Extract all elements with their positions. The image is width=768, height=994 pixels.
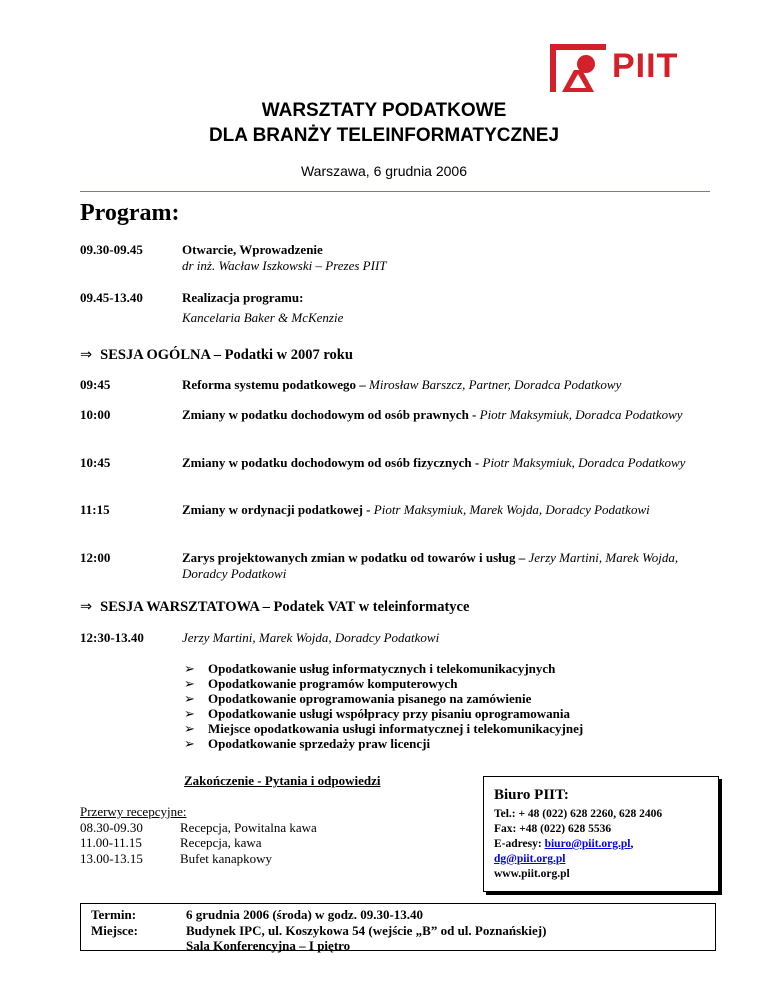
email-link-biuro[interactable]: biuro@piit.org.pl	[544, 838, 631, 850]
bullet-arrow-icon: ➢	[184, 721, 195, 736]
arrow-icon: ⇒	[80, 599, 93, 615]
workshop-topics	[184, 661, 583, 751]
row-title: Reforma systemu podatkowego –	[182, 377, 366, 392]
bullet-arrow-icon: ➢	[184, 661, 195, 676]
list-item: 13.00-13.15 Bufet kanapkowy	[80, 850, 273, 866]
row-time: 12:00	[80, 550, 111, 565]
row-time: 09.45-13.40	[80, 290, 143, 305]
list-item: ➢ Opodatkowanie sprzedaży praw licencji	[184, 736, 431, 751]
breaks-section	[80, 804, 317, 866]
row-title: Zarys projektowanych zmian w podatku od towarów i usług –	[182, 550, 526, 565]
logo-text: PIIT	[612, 47, 679, 85]
program-heading: Program:	[80, 200, 180, 226]
office-fax: Fax: +48 (022) 628 5536	[494, 823, 612, 835]
arrow-icon: ⇒	[80, 347, 93, 363]
list-item: ➢ Opodatkowanie programów komputerowych	[184, 676, 458, 691]
event-details-box	[80, 903, 716, 951]
session1-title: SESJA OGÓLNA – Podatki w 2007 roku	[100, 347, 353, 363]
row-speakers: Jerzy Martini, Marek Wojda, Doradcy Podatkowi	[182, 550, 679, 581]
session1-heading	[80, 347, 353, 364]
list-item: ➢ Opodatkowanie usługi współpracy przy pisaniu oprogramowania	[184, 706, 571, 721]
row-speakers: Piotr Maksymiuk, Marek Wojda, Doradcy Podatkowi	[373, 502, 650, 517]
list-item: ➢ Miejsce opodatkowania usługi informatycznej i telekomunikacyjnej	[184, 721, 584, 736]
place-line2: Sala Konferencyjna – I piętro	[186, 938, 351, 953]
place-line1: Budynek IPC, ul. Koszykowa 54 (wejście „B” od ul. Poznańskiej)	[186, 923, 547, 938]
list-item: 08.30-09.30 Recepcja, Powitalna kawa	[80, 819, 317, 835]
breaks-label: Przerwy recepcyjne:	[80, 804, 187, 819]
session2-heading	[80, 599, 469, 616]
row-time: 12:30-13.40	[80, 630, 144, 645]
row-speakers: Piotr Maksymiuk, Doradca Podatkowy	[479, 407, 683, 422]
list-item: ➢ Opodatkowanie usług informatycznych i telekomunikacyjnych	[184, 661, 556, 676]
row-speakers: Mirosław Barszcz, Partner, Doradca Podatkowy	[369, 377, 622, 392]
row-time: 11:15	[80, 502, 110, 517]
bullet-arrow-icon: ➢	[184, 676, 195, 691]
email-link-dg[interactable]: dg@piit.org.pl	[494, 853, 566, 865]
list-item: ➢ Opodatkowanie oprogramowania pisanego na zamówienie	[184, 691, 532, 706]
header-rule	[80, 191, 710, 192]
row-title: Zmiany w ordynacji podatkowej -	[182, 502, 371, 517]
office-www[interactable]: www.piit.org.pl	[494, 868, 570, 880]
row-time: 10:45	[80, 455, 111, 470]
office-tel: Tel.: + 48 (022) 628 2260, 628 2406	[494, 808, 663, 820]
term-label: Termin:	[91, 907, 137, 922]
bullet-arrow-icon: ➢	[184, 691, 195, 706]
piit-logo-icon	[548, 40, 608, 94]
office-box: Biuro PIIT: Tel.: + 48 (022) 628 2260, 628 2406 Fax: +48 (022) 628 5536 E-adresy: biuro@piit.org.pl, dg@piit.org.pl www.piit.org.pl	[483, 776, 719, 892]
row-detail: Kancelaria Baker & McKenzie	[182, 310, 344, 325]
title-line1: WARSZTATY PODATKOWE	[261, 100, 507, 121]
row-time: 09.30-09.45	[80, 242, 143, 257]
row-speakers: Jerzy Martini, Marek Wojda, Doradcy Podatkowi	[182, 630, 440, 645]
office-heading: Biuro PIIT:	[494, 787, 569, 803]
session2-title: SESJA WARSZTATOWA – Podatek VAT w teleinformatyce	[100, 599, 470, 615]
row-title: Realizacja programu:	[182, 290, 304, 305]
bullet-arrow-icon: ➢	[184, 736, 195, 751]
bullet-arrow-icon: ➢	[184, 706, 195, 721]
row-detail: dr inż. Wacław Iszkowski – Prezes PIIT	[182, 258, 387, 273]
term-value: 6 grudnia 2006 (środa) w godz. 09.30-13.40	[186, 907, 424, 922]
row-title: Otwarcie, Wprowadzenie	[182, 242, 323, 257]
closing-note: Zakończenie - Pytania i odpowiedzi	[184, 773, 381, 788]
row-time: 09:45	[80, 377, 111, 392]
row-title: Zmiany w podatku dochodowym od osób prawnych -	[182, 407, 477, 422]
title-line2: DLA BRANŻY TELEINFORMATYCZNEJ	[208, 125, 560, 146]
email-label: E-adresy:	[494, 838, 542, 850]
row-time: 10:00	[80, 407, 111, 422]
list-item: 11.00-11.15 Recepcja, kawa	[80, 835, 262, 850]
row-speakers: Piotr Maksymiuk, Doradca Podatkowy	[482, 455, 686, 470]
place-label: Miejsce:	[91, 923, 138, 938]
row-title: Zmiany w podatku dochodowym od osób fizycznych -	[182, 455, 480, 470]
subtitle: Warszawa, 6 grudnia 2006	[300, 163, 468, 179]
